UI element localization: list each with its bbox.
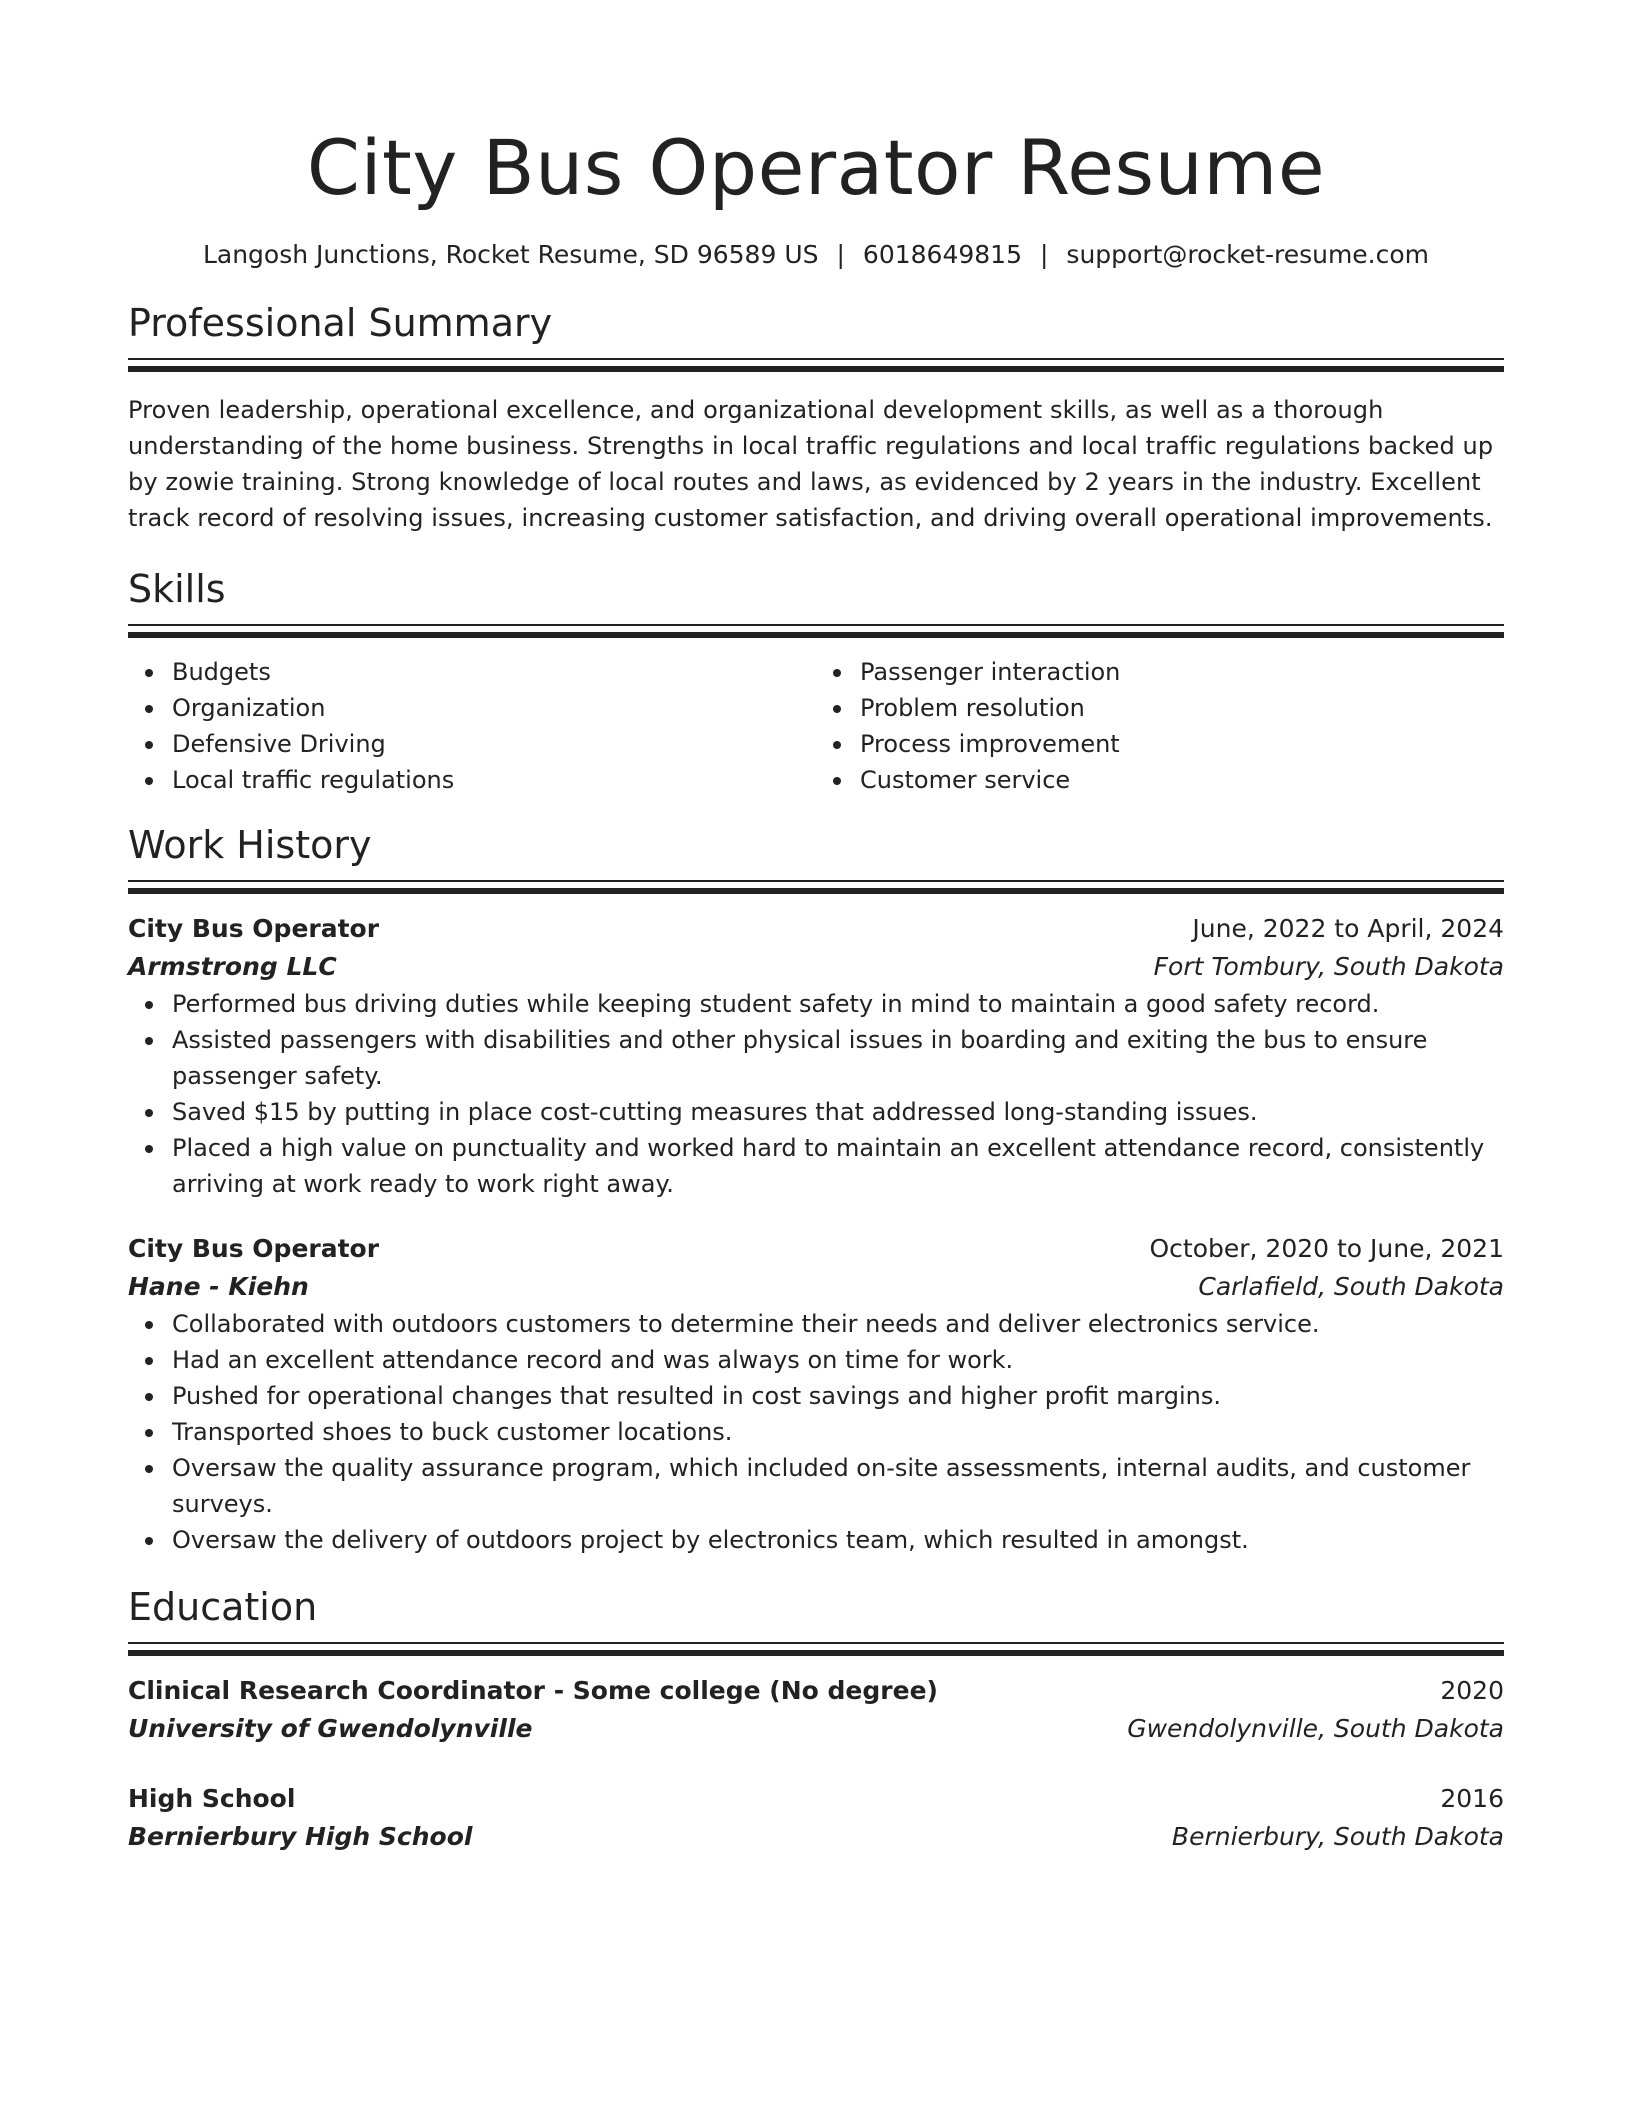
job-company: Hane - Kiehn [128, 1272, 309, 1301]
section-heading-education: Education [128, 1585, 318, 1629]
job-title: City Bus Operator [128, 1234, 380, 1263]
job-bullet: Saved $15 by putting in place cost-cutting measures that addressed long-standing issues. [172, 1094, 1504, 1130]
job-bullet: Oversaw the delivery of outdoors project by electronics team, which resulted in amongst. [172, 1522, 1504, 1558]
skill-item: Passenger interaction [860, 654, 1504, 690]
job-bullet: Transported shoes to buck customer locations. [172, 1414, 1504, 1450]
education-location: Bernierbury, South Dakota [1171, 1822, 1504, 1851]
section-heading-skills: Skills [128, 567, 226, 611]
summary-text: Proven leadership, operational excellence, and organizational development skills, as well as a thorough understanding of the home business. Strengths in local traffic regulations and local traffic regulations backed up by zowie training. Strong knowledge of local routes and laws, as evidenced by 2 years in the industry. Excellent track record of resolving issues, increasing customer satisfaction, and driving overall operational improvements. [128, 396, 1494, 532]
job-bullets [128, 986, 1504, 1202]
job-bullet: Collaborated with outdoors customers to determine their needs and deliver electronics service. [172, 1306, 1504, 1342]
section-rule-thick [128, 1650, 1504, 1656]
education-section [128, 1582, 1504, 1856]
education-year: 2020 [1440, 1676, 1504, 1705]
education-entry [128, 1672, 1504, 1748]
contact-address: Langosh Junctions, Rocket Resume, SD 96589 US [202, 240, 819, 269]
summary-section [128, 298, 1504, 536]
skill-item: Organization [172, 690, 816, 726]
job-header [128, 1230, 1504, 1268]
job-entry [128, 910, 1504, 1202]
skills-columns [128, 654, 1504, 798]
education-header [128, 1672, 1504, 1710]
job-company: Armstrong LLC [128, 952, 337, 981]
skill-item: Customer service [860, 762, 1504, 798]
job-bullet: Placed a high value on punctuality and worked hard to maintain an excellent attendance record, consistently arriving at work ready to work right away. [172, 1130, 1504, 1202]
contact-separator: | [836, 240, 845, 269]
job-subheader [128, 1268, 1504, 1306]
section-heading-summary: Professional Summary [128, 301, 553, 345]
section-heading-work: Work History [128, 823, 372, 867]
education-header [128, 1780, 1504, 1818]
skills-list-right [816, 654, 1504, 798]
contact-separator: | [1039, 240, 1049, 269]
section-rule-thick [128, 366, 1504, 372]
job-bullet: Performed bus driving duties while keeping student safety in mind to maintain a good safety record. [172, 986, 1504, 1022]
job-entry [128, 1230, 1504, 1558]
job-header [128, 910, 1504, 948]
job-bullet: Pushed for operational changes that resulted in cost savings and higher profit margins. [172, 1378, 1504, 1414]
contact-email: support@rocket-resume.com [1066, 240, 1430, 269]
resume-title: City Bus Operator Resume [306, 123, 1326, 212]
section-rule-thick [128, 888, 1504, 894]
job-location: Fort Tombury, South Dakota [1153, 952, 1504, 981]
skill-item: Budgets [172, 654, 816, 690]
contact-phone: 6018649815 [862, 240, 1022, 269]
skill-item: Defensive Driving [172, 726, 816, 762]
skills-list-left [128, 654, 816, 798]
skill-item: Problem resolution [860, 690, 1504, 726]
education-entry [128, 1780, 1504, 1856]
job-title: City Bus Operator [128, 914, 380, 943]
resume-page [128, 118, 1504, 1856]
section-rule [128, 880, 1504, 882]
education-year: 2016 [1440, 1784, 1504, 1813]
job-dates: June, 2022 to April, 2024 [1192, 914, 1504, 943]
job-bullet: Had an excellent attendance record and was always on time for work. [172, 1342, 1504, 1378]
education-school: University of Gwendolynville [128, 1714, 533, 1743]
job-bullet: Assisted passengers with disabilities and other physical issues in boarding and exiting the bus to ensure passenger safety. [172, 1022, 1504, 1094]
job-bullet: Oversaw the quality assurance program, which included on-site assessments, internal audits, and customer surveys. [172, 1450, 1504, 1522]
job-bullets [128, 1306, 1504, 1558]
job-subheader [128, 948, 1504, 986]
skills-section [128, 564, 1504, 798]
section-rule-thick [128, 632, 1504, 638]
section-rule [128, 624, 1504, 626]
education-school: Bernierbury High School [128, 1822, 473, 1851]
education-subheader [128, 1818, 1504, 1856]
job-location: Carlafield, South Dakota [1198, 1272, 1504, 1301]
skill-item: Process improvement [860, 726, 1504, 762]
section-rule [128, 1642, 1504, 1644]
education-degree: Clinical Research Coordinator - Some college (No degree) [128, 1676, 938, 1705]
contact-line [128, 238, 1504, 272]
skill-item: Local traffic regulations [172, 762, 816, 798]
work-section [128, 820, 1504, 1558]
education-degree: High School [128, 1784, 296, 1813]
education-subheader [128, 1710, 1504, 1748]
education-location: Gwendolynville, South Dakota [1127, 1714, 1504, 1743]
section-rule [128, 358, 1504, 360]
job-dates: October, 2020 to June, 2021 [1149, 1234, 1504, 1263]
